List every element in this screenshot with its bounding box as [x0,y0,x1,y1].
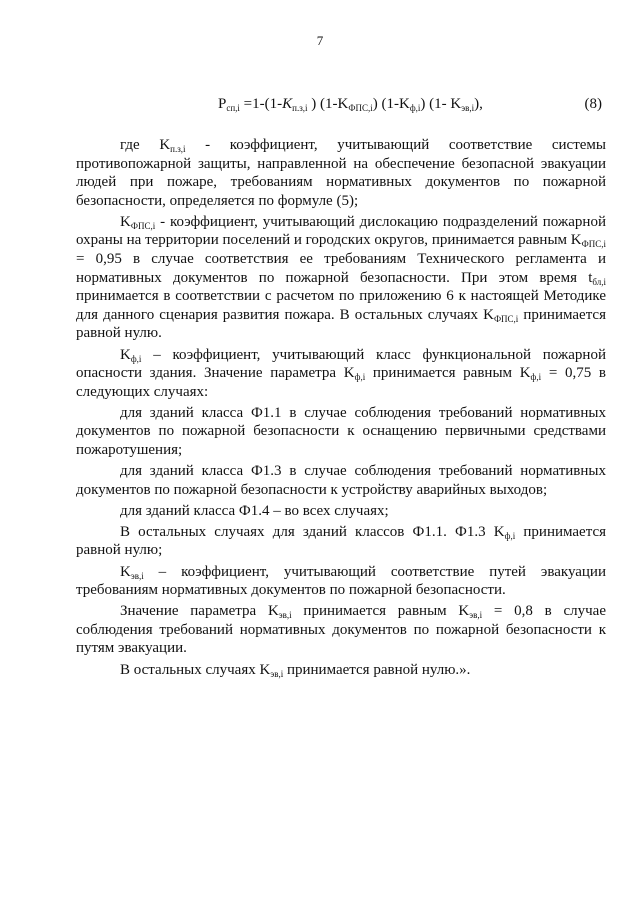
paragraph-kfps-definition: $K_{ФПС,i}$ - коэффициент, учитывающий дислокацию подразделений пожарной охраны на территории поселений и городских округов, принимается равным $K_{ФПС,i} = 0,95$ в случае соответствия ее требованиям Технического регламента и нормативных документов по пожарной безопасности. При этом время $t_{бл,i}$ принимается в соответствии с расчетом по приложению 6 к настоящей Методике для данного сценария развития пожара. В остальных случаях $K_{ФПС,i}$ принимается равной нулю. [76,213,606,342]
page-number: 7 [316,33,324,48]
paragraph-kpz-definition: где $K_{п.з,i}$ - коэффициент, учитывающий соответствие системы противопожарной защиты, направленной на обеспечение безопасной эвакуации людей при пожаре, требованиям нормативных документов по пожарной безопасности, определяется по формуле (5); [76,137,606,209]
paragraph-other-cases-kev: В остальных случаях $K_{эв,i}$ принимается равной нулю.». [120,661,471,679]
paragraph-kf-definition: $K_{ф,i}$ – коэффициент, учитывающий класс функциональной пожарной опасности здания. Значение параметра $K_{ф,i}$ принимается равным $K_{ф,i} = 0,75$ в следующих случаях: [76,346,606,400]
paragraph-f13-case: для зданий класса Ф1.3 в случае соблюдения требований нормативных документов по пожарной безопасности к устройству аварийных выходов; [76,463,606,498]
body-text [76,136,606,682]
paragraph-f11-case: для зданий класса Ф1.1 в случае соблюдения требований нормативных документов по пожарной безопасности к оснащению первичными средствами пожаротушения; [76,404,606,458]
paragraph-other-cases-kf: В остальных случаях для зданий классов Ф1.1. Ф1.3 $K_{ф,i}$ принимается равной нулю; [76,523,606,559]
paragraph-kev-value: Значение параметра $K_{эв,i}$ принимается равным $K_{эв,i} = 0,8$ в случае соблюдения требований нормативных документов по пожарной безопасности к путям эвакуации. [76,603,606,657]
formula-lhs: $P_{сп,i}$ [218,96,240,113]
formula-number: (8) [584,96,602,112]
paragraph-kev-definition: $K_{эв,i}$ – коэффициент, учитывающий соответствие путей эвакуации требованиям нормативных документов по пожарной безопасности. [76,563,606,599]
paragraph-f14-case: для зданий класса Ф1.4 – во всех случаях; [120,502,389,519]
formula-8: $P_{сп,i} =1-(1-K_{п.з,i}$ ) $(1-K_{ФПС,i})$ $(1-K_{ф,i})$ (1- $K_{эв,i}$), [218,96,483,113]
